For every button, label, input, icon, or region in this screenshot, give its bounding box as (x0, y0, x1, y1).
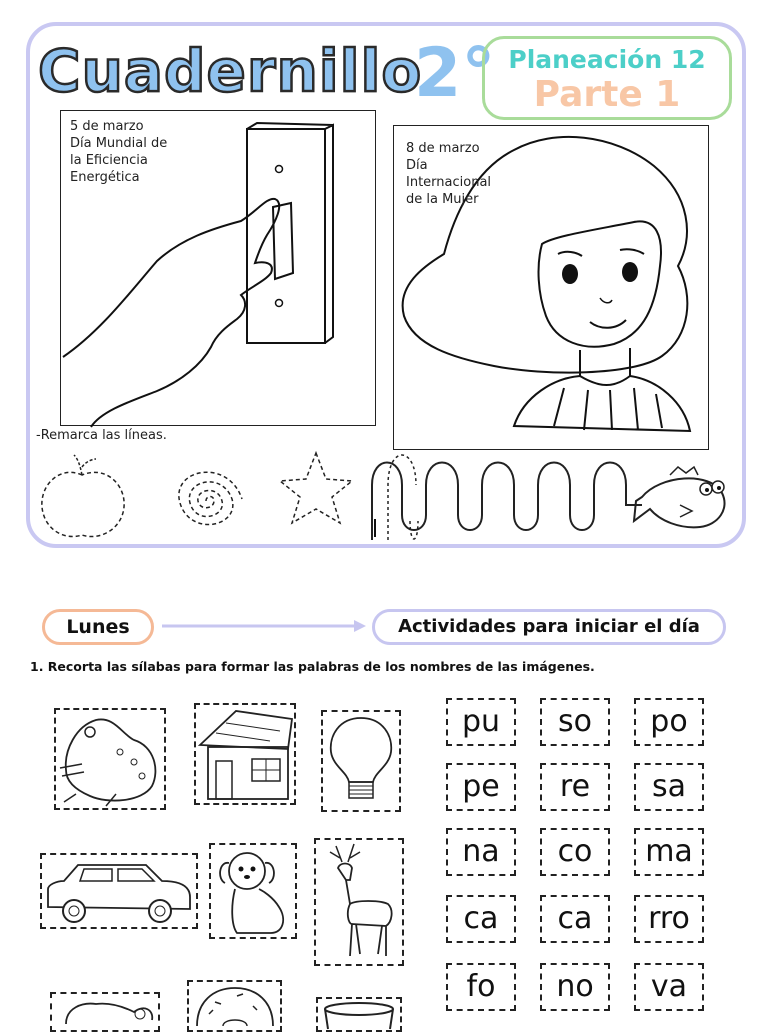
house-icon (196, 705, 294, 803)
syllable-card[interactable]: pe (446, 763, 516, 811)
syllable-card[interactable]: sa (634, 763, 704, 811)
plan-badge (482, 36, 732, 120)
deer-card (314, 838, 404, 966)
syllable-card[interactable]: ca (540, 895, 610, 943)
grade-label: 2° (414, 34, 496, 113)
star-trace-icon (280, 453, 352, 523)
syllable-card[interactable]: ma (634, 828, 704, 876)
tracing-instruction: -Remarca las líneas. (36, 428, 167, 443)
car-card (40, 853, 198, 929)
right-eye-icon (622, 262, 638, 282)
plan-part: Parte 1 (533, 74, 681, 115)
glass-icon (318, 999, 400, 1027)
dog-icon (211, 845, 295, 937)
left-eye-icon (562, 264, 578, 284)
syllable-card[interactable]: co (540, 828, 610, 876)
wave-path-trace (372, 455, 642, 540)
syllable-card[interactable]: po (634, 698, 704, 746)
syllable-card[interactable]: rro (634, 895, 704, 943)
activity-title: Actividades para iniciar el día (372, 609, 726, 645)
deer-icon (316, 840, 402, 964)
syllable-card[interactable]: pu (446, 698, 516, 746)
spiral-trace-icon (179, 472, 242, 524)
fish-icon (634, 467, 725, 527)
day-label: Lunes (42, 609, 154, 645)
frog-icon (56, 710, 164, 808)
page-title: Cuadernillo (38, 37, 423, 105)
arrow-connector (160, 618, 370, 634)
syllable-card[interactable]: na (446, 828, 516, 876)
syllable-card[interactable]: va (634, 963, 704, 1011)
lightbulb-card (321, 710, 401, 812)
tracing-exercises (30, 445, 740, 545)
car-icon (42, 855, 196, 927)
donut-icon (189, 982, 280, 1026)
syllable-card[interactable]: fo (446, 963, 516, 1011)
syllable-card[interactable]: no (540, 963, 610, 1011)
donut-card (187, 980, 282, 1032)
instruction-text: 1. Recorta las sílabas para formar las palabras de los nombres de las imágenes. (30, 659, 595, 674)
dog-card (209, 843, 297, 939)
mouse-icon (52, 994, 158, 1024)
syllable-card[interactable]: ca (446, 895, 516, 943)
apple-trace-icon (42, 455, 124, 537)
lightbulb-icon (323, 712, 399, 810)
house-card (194, 703, 296, 805)
illustration-caption-women: 8 de marzo Día Internacional de la Mujer (406, 141, 492, 207)
glass-card (316, 997, 402, 1032)
frog-card (54, 708, 166, 810)
syllable-card[interactable]: re (540, 763, 610, 811)
plan-title: Planeación 12 (508, 45, 706, 74)
illustration-caption-energy: 5 de marzo Día Mundial de la Eficiencia Energética (70, 119, 168, 185)
syllable-card[interactable]: so (540, 698, 610, 746)
mouse-card (50, 992, 160, 1032)
